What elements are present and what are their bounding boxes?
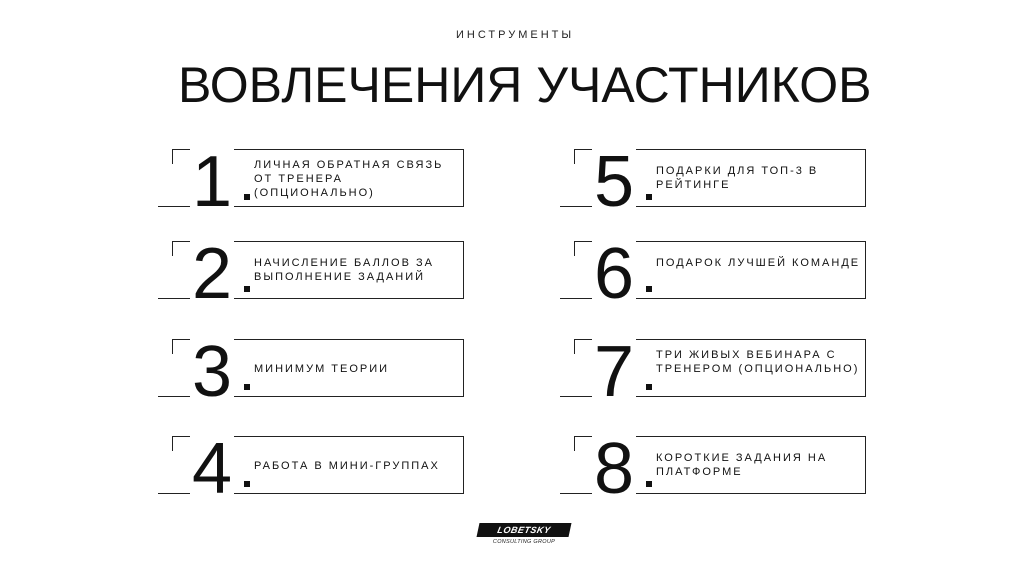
item-number: 5: [594, 142, 635, 222]
item-text: ПОДАРКИ ДЛЯ ТОП-3 В РЕЙТИНГЕ: [656, 165, 819, 191]
bullet-dot: [244, 384, 250, 390]
list-item-1: [172, 142, 464, 222]
item-number: 7: [594, 332, 635, 412]
bullet-dot: [646, 384, 652, 390]
list-item-2: [172, 234, 464, 314]
bullet-dot: [646, 481, 652, 487]
item-text: ЛИЧНАЯ ОБРАТНАЯ СВЯЗЬ ОТ ТРЕНЕРА (ОПЦИОНАЛЬНО): [254, 159, 444, 199]
bullet-dot: [646, 286, 652, 292]
list-item-6: [574, 234, 866, 314]
item-number: 6: [594, 234, 635, 314]
item-text: ТРИ ЖИВЫХ ВЕБИНАРА С ТРЕНЕРОМ (ОПЦИОНАЛЬНО): [656, 349, 860, 375]
item-number: 1: [192, 142, 233, 222]
item-text: РАБОТА В МИНИ-ГРУППАХ: [254, 460, 440, 472]
logo-subtitle: CONSULTING GROUP: [492, 539, 556, 545]
bullet-dot: [244, 481, 250, 487]
list-item-8: [574, 429, 866, 509]
item-number: 2: [192, 234, 233, 314]
item-text: КОРОТКИЕ ЗАДАНИЯ НА ПЛАТФОРМЕ: [656, 452, 828, 478]
item-text: МИНИМУМ ТЕОРИИ: [254, 363, 390, 375]
subtitle: ИНСТРУМЕНТЫ: [456, 29, 575, 41]
logo-name: LOBETSKY: [477, 523, 572, 537]
company-logo: [478, 523, 570, 545]
item-text: НАЧИСЛЕНИЕ БАЛЛОВ ЗА ВЫПОЛНЕНИЕ ЗАДАНИЙ: [254, 257, 434, 283]
bullet-dot: [646, 194, 652, 200]
list-item-3: [172, 332, 464, 412]
list-item-5: [574, 142, 866, 222]
bullet-dot: [244, 286, 250, 292]
item-number: 8: [594, 429, 635, 509]
list-item-7: [574, 332, 866, 412]
bullet-dot: [244, 194, 250, 200]
page-title: ВОВЛЕЧЕНИЯ УЧАСТНИКОВ: [178, 57, 872, 113]
item-text: ПОДАРОК ЛУЧШЕЙ КОМАНДЕ: [656, 257, 861, 269]
item-number: 4: [192, 429, 233, 509]
list-item-4: [172, 429, 464, 509]
item-number: 3: [192, 332, 233, 412]
